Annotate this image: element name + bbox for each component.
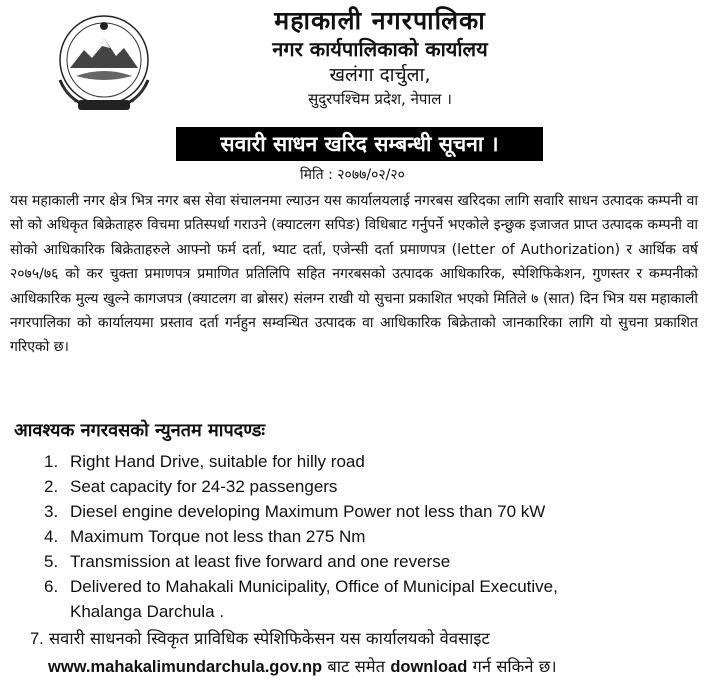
notice-body: यस महाकाली नगर क्षेत्र भित्र नगर बस सेवा संचालनमा ल्याउन यस कार्यालयलाई नगरबस खरिदका लागि सवारि साधन उत्पादक कम्पनी वा सो को अधिकृत बिक्रेताहरु विचमा प्रतिस्पर्धा गराउने (क्याटलग सपिङ) विधिबाट गर्नुपर्ने भएकोले इन्छुक इजाजत प्राप्त उत्पादक कम्पनी वा सोको आधिकारिक बिक्रेताहरुले आफ्नो फर्म दर्ता, भ्याट दर्ता, एजेन्सी दर्ता प्रमाणपत्र (letter of Authorization) र आर्थिक वर्ष २०७५/७६ को कर चुक्ता प्रमाणपत्र प्रमाणित प्रतिलिपि सहित नगरबसको उत्पादक आधिकारिक, स्पेशिफिकेशन, गुणस्तर र कम्पनीको आधिकारिक मुल्य खुल्ने कागजपत्र (क्याटलग वा ब्रोसर) संलग्न राखी यो सुचना प्रकाशित भएको मितिले ७ (सात) दिन भित्र यस महाकाली नगरपालिका को कार्यालयमा प्रस्ताव दर्ता गर्नहुन सम्वन्धित उत्पादक वा आधिकारिक बिक्रेताको जानकारिका लागि यो सुचना प्रकाशित गरिएको छ। [10, 193, 698, 356]
item-number: 5. [44, 552, 59, 571]
list-item [44, 474, 694, 499]
download-text: download [390, 658, 468, 676]
website-link[interactable]: www.mahakalimundarchula.gov.np [48, 658, 323, 676]
office-location: खलंगा दार्चुला, [329, 64, 431, 86]
municipality-name: महाकाली नगरपालिका [274, 6, 486, 35]
list-item [44, 449, 694, 474]
requirements-list [44, 449, 694, 624]
province-line: सुदुरपश्चिम प्रदेश, नेपाल । [308, 90, 452, 108]
item-number: 2. [44, 477, 59, 496]
office-name: नगर कार्यपालिकाको कार्यालय [272, 37, 488, 61]
municipality-emblem [48, 10, 160, 116]
item-number: 4. [44, 527, 59, 546]
footer-text-end: गर्न सकिने छ। [467, 657, 557, 676]
item-text: Transmission at least five forward and one reverse [70, 552, 451, 571]
footer-line [48, 655, 688, 679]
list-item [44, 549, 694, 574]
item-number: 3. [44, 502, 59, 521]
item-number: 7. [30, 630, 44, 648]
item-text: सवारी साधनको स्विकृत प्राविधिक स्पेशिफिकेसन यस कार्यालयको वेवसाइट [49, 629, 490, 648]
item-text: Khalanga Darchula . [70, 602, 225, 621]
item-number: 6. [44, 577, 59, 596]
item-text: Right Hand Drive, suitable for hilly road [70, 452, 365, 471]
item-7 [30, 627, 490, 651]
notice-date: मिति : २०७७/०२/२० [300, 167, 405, 183]
item-number: 1. [44, 452, 59, 471]
footer-text: बाट समेत [322, 657, 391, 676]
list-item [44, 499, 694, 524]
list-item [44, 574, 694, 599]
list-item-continuation [44, 599, 694, 624]
list-item [44, 524, 694, 549]
item-text: Maximum Torque not less than 275 Nm [70, 527, 366, 546]
item-text: Seat capacity for 24-32 passengers [70, 477, 338, 496]
header [170, 6, 590, 110]
notice-title: सवारी साधन खरिद सम्बन्धी सूचना । [176, 127, 543, 161]
item-text: Diesel engine developing Maximum Power not less than 70 kW [70, 502, 546, 521]
item-text: Delivered to Mahakali Municipality, Office of Municipal Executive, [70, 577, 558, 596]
requirements-heading: आवश्यक नगरवसको न्युनतम मापदण्डः [14, 420, 266, 441]
